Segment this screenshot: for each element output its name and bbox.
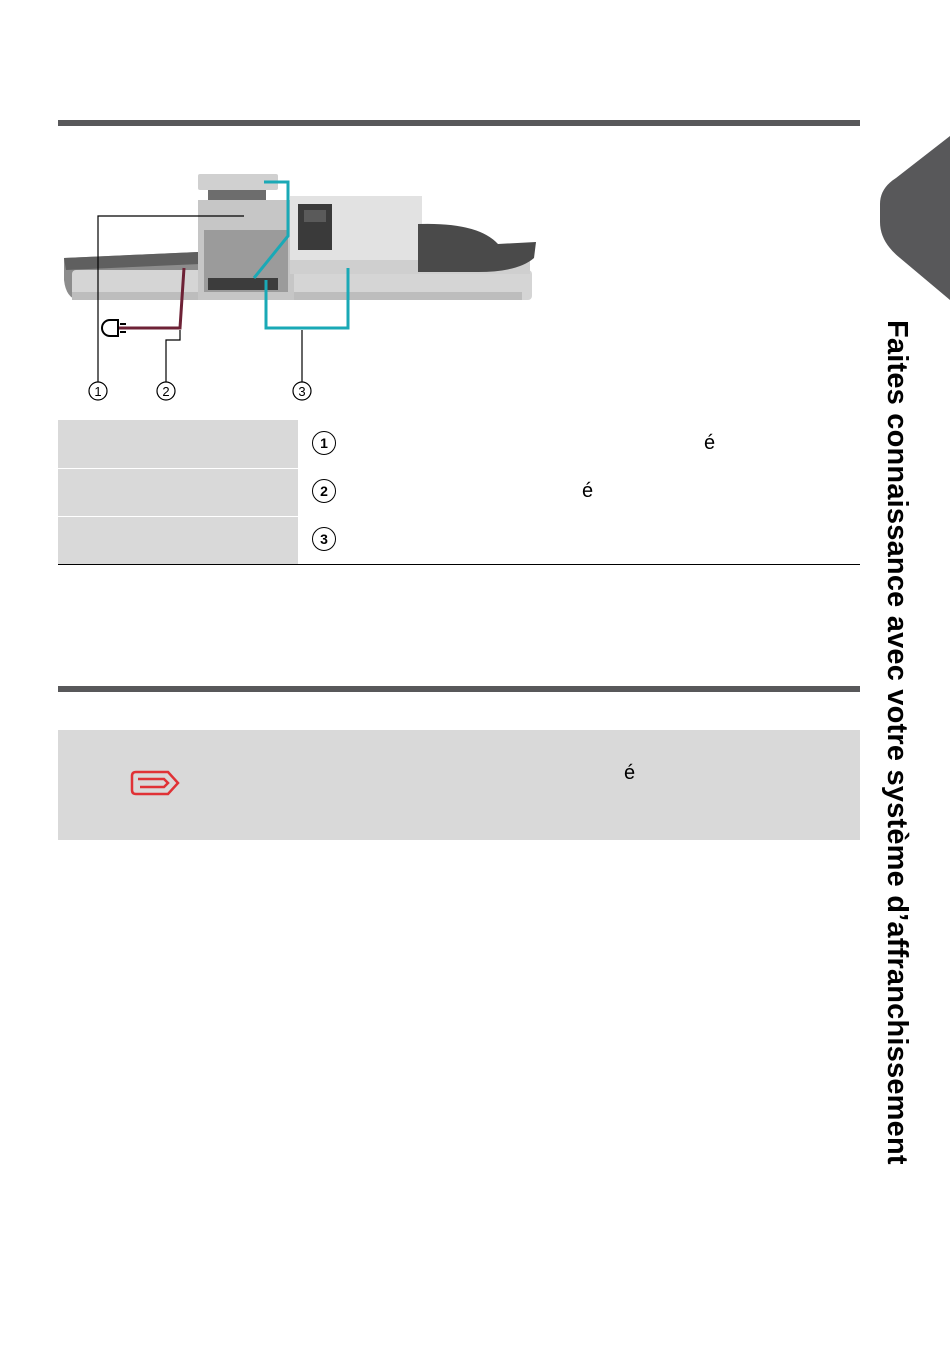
chapter-title: Faites connaissance avec votre système d’affranchissement [881, 320, 913, 1165]
legend-value-cell [298, 468, 860, 516]
legend-value-cell [298, 420, 860, 468]
output-tray [418, 224, 536, 272]
legend-row [58, 420, 860, 468]
legend-text: é [704, 432, 716, 454]
note-text: é [624, 762, 636, 784]
number-badge: 3 [312, 527, 336, 551]
callout-3: 3 [298, 384, 306, 399]
machine-illustration [58, 160, 548, 410]
section-rule-top [58, 120, 860, 126]
section-rule-bottom [58, 686, 860, 692]
legend-label-cell [58, 468, 298, 516]
legend-row [58, 468, 860, 516]
number-badge: 2 [312, 479, 336, 503]
number-badge: 1 [312, 431, 336, 455]
chapter-tab [870, 130, 950, 302]
legend-value-cell [298, 516, 860, 564]
callout-2: 2 [162, 384, 170, 399]
legend-row [58, 516, 860, 564]
legend-label-cell [58, 420, 298, 468]
callout-1: 1 [94, 384, 102, 399]
legend-text: é [582, 480, 594, 502]
legend-table [58, 420, 860, 565]
note-box [58, 730, 860, 840]
legend-label-cell [58, 516, 298, 564]
paperclip-icon [130, 768, 182, 798]
